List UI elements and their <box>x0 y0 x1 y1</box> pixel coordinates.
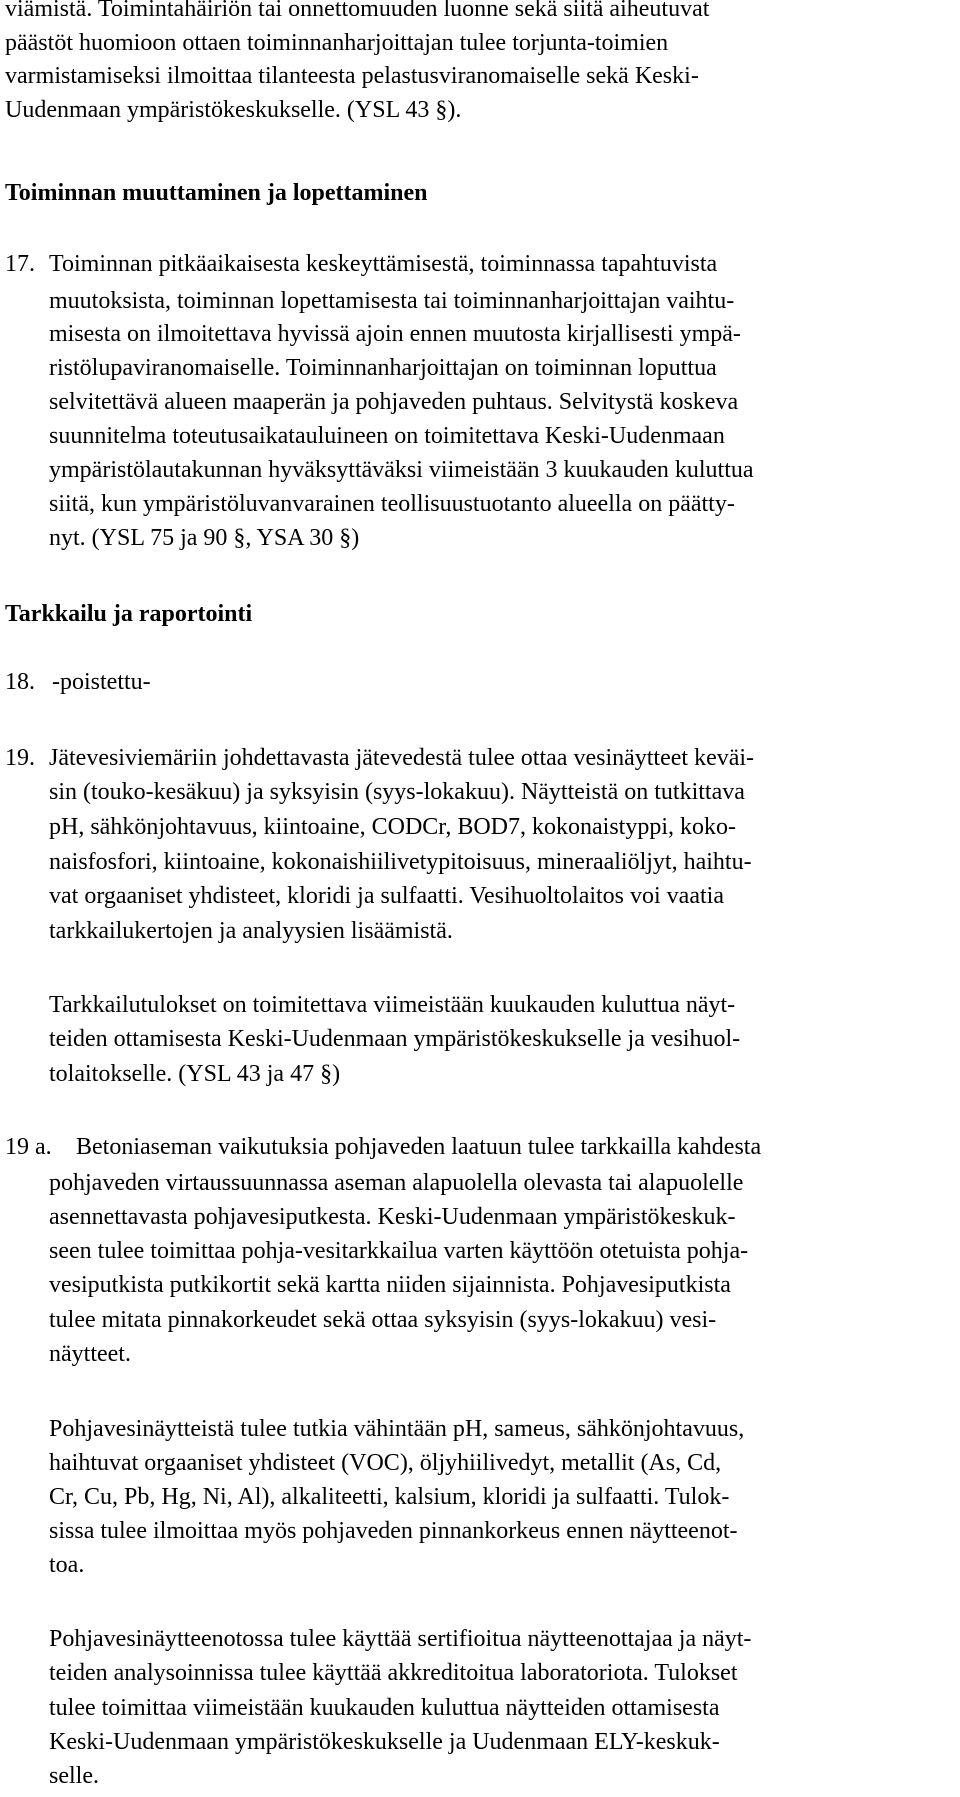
text-line: sissa tulee ilmoittaa myös pohjaveden pinnankorkeus ennen näytteenot- <box>49 1518 738 1544</box>
text-line: haihtuvat orgaaniset yhdisteet (VOC), öljyhiilivedyt, metallit (As, Cd, <box>49 1450 722 1476</box>
text-line: misesta on ilmoitettava hyvissä ajoin ennen muutosta kirjallisesti ympä- <box>49 321 741 347</box>
text-line: Jätevesiviemäriin johdettavasta jätevedestä tulee ottaa vesinäytteet keväi- <box>49 745 755 771</box>
item-number: 18. <box>5 669 35 695</box>
section-heading: Tarkkailu ja raportointi <box>5 601 253 627</box>
text-line: varmistamiseksi ilmoittaa tilanteesta pelastusviranomaiselle sekä Keski- <box>5 63 699 89</box>
text-line: muutoksista, toiminnan lopettamisesta tai toiminnanharjoittajan vaihtu- <box>49 288 735 314</box>
text-line: Cr, Cu, Pb, Hg, Ni, Al), alkaliteetti, kalsium, kloridi ja sulfaatti. Tulok- <box>49 1484 730 1510</box>
text-line: päästöt huomioon ottaen toiminnanharjoittajan tulee torjunta-toimien <box>5 30 669 56</box>
text-line: Betoniaseman vaikutuksia pohjaveden laatuun tulee tarkkailla kahdesta <box>76 1134 762 1160</box>
text-line: teiden ottamisesta Keski-Uudenmaan ympäristökeskukselle ja vesihuol- <box>49 1026 741 1052</box>
text-line: vat orgaaniset yhdisteet, kloridi ja sulfaatti. Vesihuoltolaitos voi vaatia <box>49 883 724 909</box>
text-line: tulee mitata pinnakorkeudet sekä ottaa syksyisin (syys-lokakuu) vesi- <box>49 1307 717 1333</box>
text-line: pH, sähkönjohtavuus, kiintoaine, CODCr, BOD7, kokonaistyppi, koko- <box>49 814 736 840</box>
text-line: pohjaveden virtaussuunnassa aseman alapuolella olevasta tai alapuolelle <box>49 1170 744 1196</box>
text-line: tolaitokselle. (YSL 43 ja 47 §) <box>49 1061 341 1087</box>
item-number: 17. <box>5 251 35 277</box>
text-line: Pohjavesinäytteenotossa tulee käyttää sertifioitua näytteenottajaa ja näyt- <box>49 1626 752 1652</box>
text-line: tarkkailukertojen ja analyysien lisäämistä. <box>49 918 453 944</box>
text-line: vesiputkista putkikortit sekä kartta niiden sijainnista. Pohjavesiputkista <box>49 1272 731 1298</box>
text-line: sin (touko-kesäkuu) ja syksyisin (syys-lokakuu). Näytteistä on tutkittava <box>49 779 745 805</box>
text-line: näytteet. <box>49 1341 131 1367</box>
text-line: viämistä. Toimintahäiriön tai onnettomuuden luonne sekä siitä aiheutuvat <box>5 0 710 22</box>
text-line: Tarkkailutulokset on toimitettava viimeistään kuukauden kuluttua näyt- <box>49 992 736 1018</box>
text-line: teiden analysoinnissa tulee käyttää akkreditoitua laboratoriota. Tulokset <box>49 1660 738 1686</box>
text-line: -poistettu- <box>52 669 151 695</box>
section-heading: Toiminnan muuttaminen ja lopettaminen <box>5 180 428 206</box>
text-line: Uudenmaan ympäristökeskukselle. (YSL 43 §). <box>5 97 462 123</box>
item-number: 19 a. <box>5 1134 52 1160</box>
text-line: toa. <box>49 1552 85 1578</box>
text-line: seen tulee toimittaa pohja-vesitarkkailua varten käyttöön otetuista pohja- <box>49 1238 749 1264</box>
text-line: ympäristölautakunnan hyväksyttäväksi viimeistään 3 kuukauden kuluttua <box>49 457 754 483</box>
text-line: siitä, kun ympäristöluvanvarainen teollisuustuotanto alueella on päätty- <box>49 491 735 517</box>
text-line: selvitettävä alueen maaperän ja pohjaveden puhtaus. Selvitystä koskeva <box>49 389 739 415</box>
text-line: selle. <box>49 1763 99 1789</box>
text-line: nyt. (YSL 75 ja 90 §, YSA 30 §) <box>49 525 360 551</box>
text-line: Keski-Uudenmaan ympäristökeskukselle ja Uudenmaan ELY-keskuk- <box>49 1729 720 1755</box>
text-line: tulee toimittaa viimeistään kuukauden kuluttua näytteiden ottamisesta <box>49 1695 720 1721</box>
item-number: 19. <box>5 745 35 771</box>
text-line: suunnitelma toteutusaikatauluineen on toimitettava Keski-Uudenmaan <box>49 423 725 449</box>
text-line: naisfosfori, kiintoaine, kokonaishiilivetypitoisuus, mineraaliöljyt, haihtu- <box>49 849 752 875</box>
text-line: Toiminnan pitkäaikaisesta keskeyttämisestä, toiminnassa tapahtuvista <box>49 251 718 277</box>
text-line: asennettavasta pohjavesiputkesta. Keski-Uudenmaan ympäristökeskuk- <box>49 1204 736 1230</box>
text-line: Pohjavesinäytteistä tulee tutkia vähintään pH, sameus, sähkönjohtavuus, <box>49 1416 745 1442</box>
text-line: ristölupaviranomaiselle. Toiminnanharjoittajan on toiminnan loputtua <box>49 355 717 381</box>
